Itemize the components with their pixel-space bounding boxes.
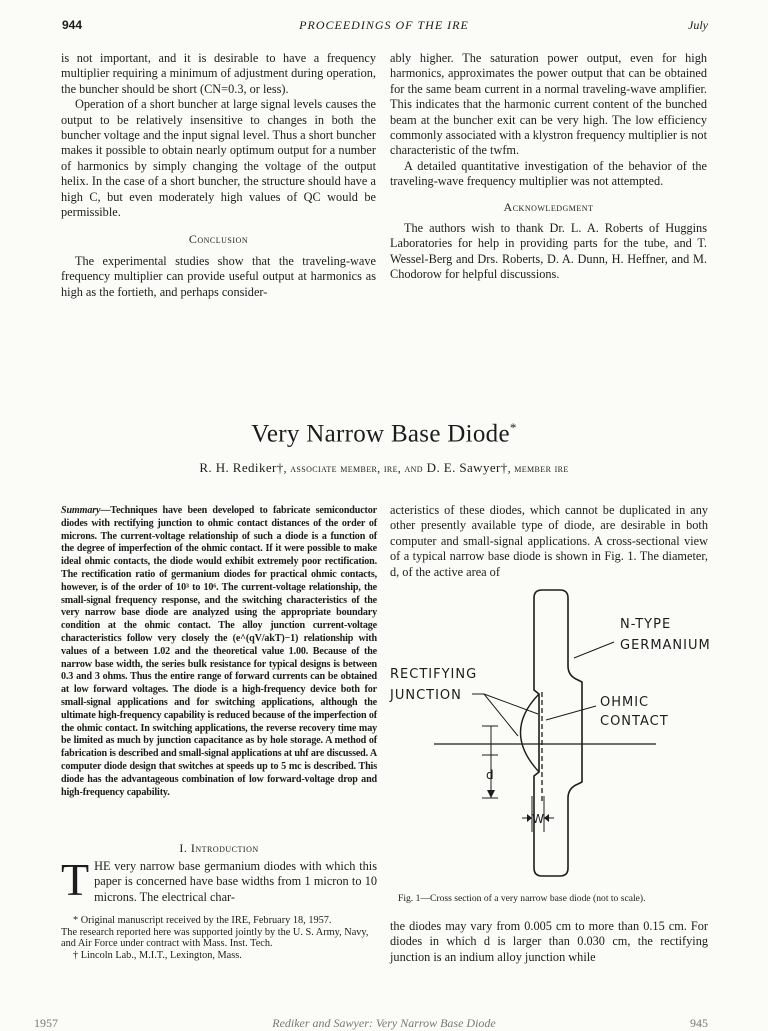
footer-year: 1957 bbox=[34, 1016, 58, 1030]
figure-1-caption: Fig. 1—Cross section of a very narrow base diode (not to scale). bbox=[398, 893, 646, 904]
paragraph: acteristics of these diodes, which cannot be duplicated in any other presently available type of diode, are desirable in both computer and small-signal applications. A cross-sectional view of a typical narrow base diode is shown in Fig. 1. The diameter, d, of the active area of bbox=[390, 503, 708, 579]
summary-label: Summary bbox=[61, 505, 101, 516]
label-ohmic: OHMIC bbox=[600, 695, 650, 710]
dagger-mark: † bbox=[500, 460, 508, 475]
label-contact: CONTACT bbox=[600, 714, 669, 729]
footer-page-number: 945 bbox=[690, 1016, 708, 1030]
paragraph: ably higher. The saturation power output, even for high harmonics, approximates the power output that can be obtained for the same beam current in a normal traveling-wave amplifier. This indicates that the harmonic current content of the bunched beam at the buncher exit can be very high. The low efficiency commonly associated with a klystron frequency multiplier is not characteristic of the twfm. bbox=[390, 51, 707, 158]
top-left-column bbox=[61, 51, 376, 300]
label-rectifying: RECTIFYING bbox=[390, 667, 478, 682]
footer-running-title: Rediker and Sawyer: Very Narrow Base Diode bbox=[272, 1016, 496, 1030]
introduction-paragraph bbox=[61, 854, 377, 905]
dimension-w-label: W bbox=[532, 812, 544, 826]
dimension-d-label: d bbox=[486, 768, 494, 782]
section-heading-acknowledgment: Acknowledgment bbox=[503, 199, 594, 214]
title-footnote-mark: * bbox=[509, 420, 517, 435]
author-membership: , associate member, ire, and bbox=[283, 463, 423, 475]
title-text: Very Narrow Base Diode bbox=[251, 420, 510, 448]
figure-1-diode-cross-section bbox=[386, 586, 716, 878]
summary-text: —Techniques have been developed to fabricate semiconductor diodes with rectifying junction to ohmic contact distances of the order of microns. The current-voltage relationship of such a diode is a function of the degree of imperfection of the ohmic contact. If it were possible to make ideal ohmic contacts, the diode would exhibit extremely poor rectification. The rectification ratio of germanium diodes for practical ohmic contacts, however, is of the order of 10³ to 10⁶. The current-voltage relationship, the small-signal frequency response, and the switching characteristics of the very narrow base diode are analyzed using the appropriate boundary condition at the ohmic contact. The alloy junction current-voltage characteristics follow very closely the (e^(qV/akT)−1) relationship with values of a between 1.02 and the theoretical value 1.00. Because of the narrow base width, the series bulk resistance for typical designs is between 0.3 and 3 ohms. Thus the entire range of forward currents can be obtained at low forward voltages. The diode is a high-frequency device both for small-signal applications and for switching applications, although the ultimate high-frequency capability is reduced because of the imperfection of the ohmic contact. In switching applications, the reverse recovery time may be limited as much by junction capacitance as by hole storage. A method of fabrication is described and small-signal applications at uhf are discussed. A computer diode design that switches at speeds up to 5 mc is described. This diode has the advantageous combination of low forward-voltage drop and high-frequency capability. bbox=[61, 505, 377, 798]
label-n-type: N-TYPE bbox=[620, 617, 672, 632]
paragraph: The authors wish to thank Dr. L. A. Roberts of Huggins Laboratories for help in providing parts for the tube, and T. Wessel-Berg and Drs. Roberts, D. A. Dunn, H. Heffner, and M. Chodorow for helpful discussions. bbox=[390, 221, 707, 282]
article-title bbox=[0, 420, 768, 448]
footnote-received: * Original manuscript received by the IRE, February 18, 1957. bbox=[73, 915, 332, 926]
rectifying-junction-region bbox=[521, 694, 540, 772]
intro-text: HE very narrow base germanium diodes with which this paper is concerned have base widths from 1 micron to 10 microns. The electrical char- bbox=[94, 859, 377, 904]
dimension-w-arrowhead-right bbox=[544, 814, 549, 822]
dimension-d-arrow bbox=[487, 790, 495, 798]
paragraph: A detailed quantitative investigation of the behavior of the traveling-wave frequency multiplier was not attempted. bbox=[390, 158, 707, 189]
leader-ntype bbox=[574, 642, 614, 658]
leader-ohmic bbox=[546, 706, 596, 720]
page-number: 944 bbox=[62, 18, 83, 32]
paragraph: Operation of a short buncher at large signal levels causes the output to be relatively insensitive to changes in both the buncher voltage and the input signal level. Thus a short buncher makes it possible to obtain nearly optimum output for a number of harmonics by simply changing the voltage of the output helix. In the case of a short buncher, the structure should have a high C, but even moderately high values of QC would be permissible. bbox=[61, 97, 376, 220]
label-germanium: GERMANIUM bbox=[620, 638, 711, 653]
author-line bbox=[0, 460, 768, 476]
paragraph: The experimental studies show that the traveling-wave frequency multiplier can provide useful output at harmonics as high as the fortieth, and perhaps consider- bbox=[61, 253, 376, 299]
right-column-text-continued bbox=[390, 919, 708, 965]
author-sawyer: D. E. Sawyer bbox=[426, 460, 501, 475]
germanium-wafer-outline bbox=[534, 590, 582, 876]
author-membership: , member ire bbox=[507, 463, 569, 475]
dagger-mark: † bbox=[276, 460, 284, 475]
footnote-support: The research reported here was supported jointly by the U. S. Army, Navy, and Air Force under contract with Mass. Inst. Tech. bbox=[61, 926, 369, 950]
journal-title: PROCEEDINGS OF THE IRE bbox=[299, 18, 469, 32]
issue-month: July bbox=[688, 18, 708, 32]
section-heading-conclusion: Conclusion bbox=[188, 232, 249, 247]
drop-cap: T bbox=[61, 854, 90, 905]
footnote-affiliation: † Lincoln Lab., M.I.T., Lexington, Mass. bbox=[73, 949, 242, 961]
section-heading-introduction: I. Introduction bbox=[179, 841, 259, 855]
summary-abstract bbox=[61, 505, 377, 799]
label-junction: JUNCTION bbox=[390, 688, 462, 703]
right-column-text bbox=[390, 503, 708, 580]
footnotes bbox=[61, 915, 377, 961]
paragraph: is not important, and it is desirable to have a frequency multiplier requiring a minimum of adjustment during operation, the buncher should be short (CN=0.3, or less). bbox=[61, 51, 376, 96]
top-right-column bbox=[390, 51, 707, 283]
author-rediker: R. H. Rediker bbox=[199, 460, 277, 475]
paragraph: the diodes may vary from 0.005 cm to more than 0.15 cm. For diodes in which d is larger than 0.030 cm, the rectifying junction is an indium alloy junction while bbox=[390, 919, 708, 964]
